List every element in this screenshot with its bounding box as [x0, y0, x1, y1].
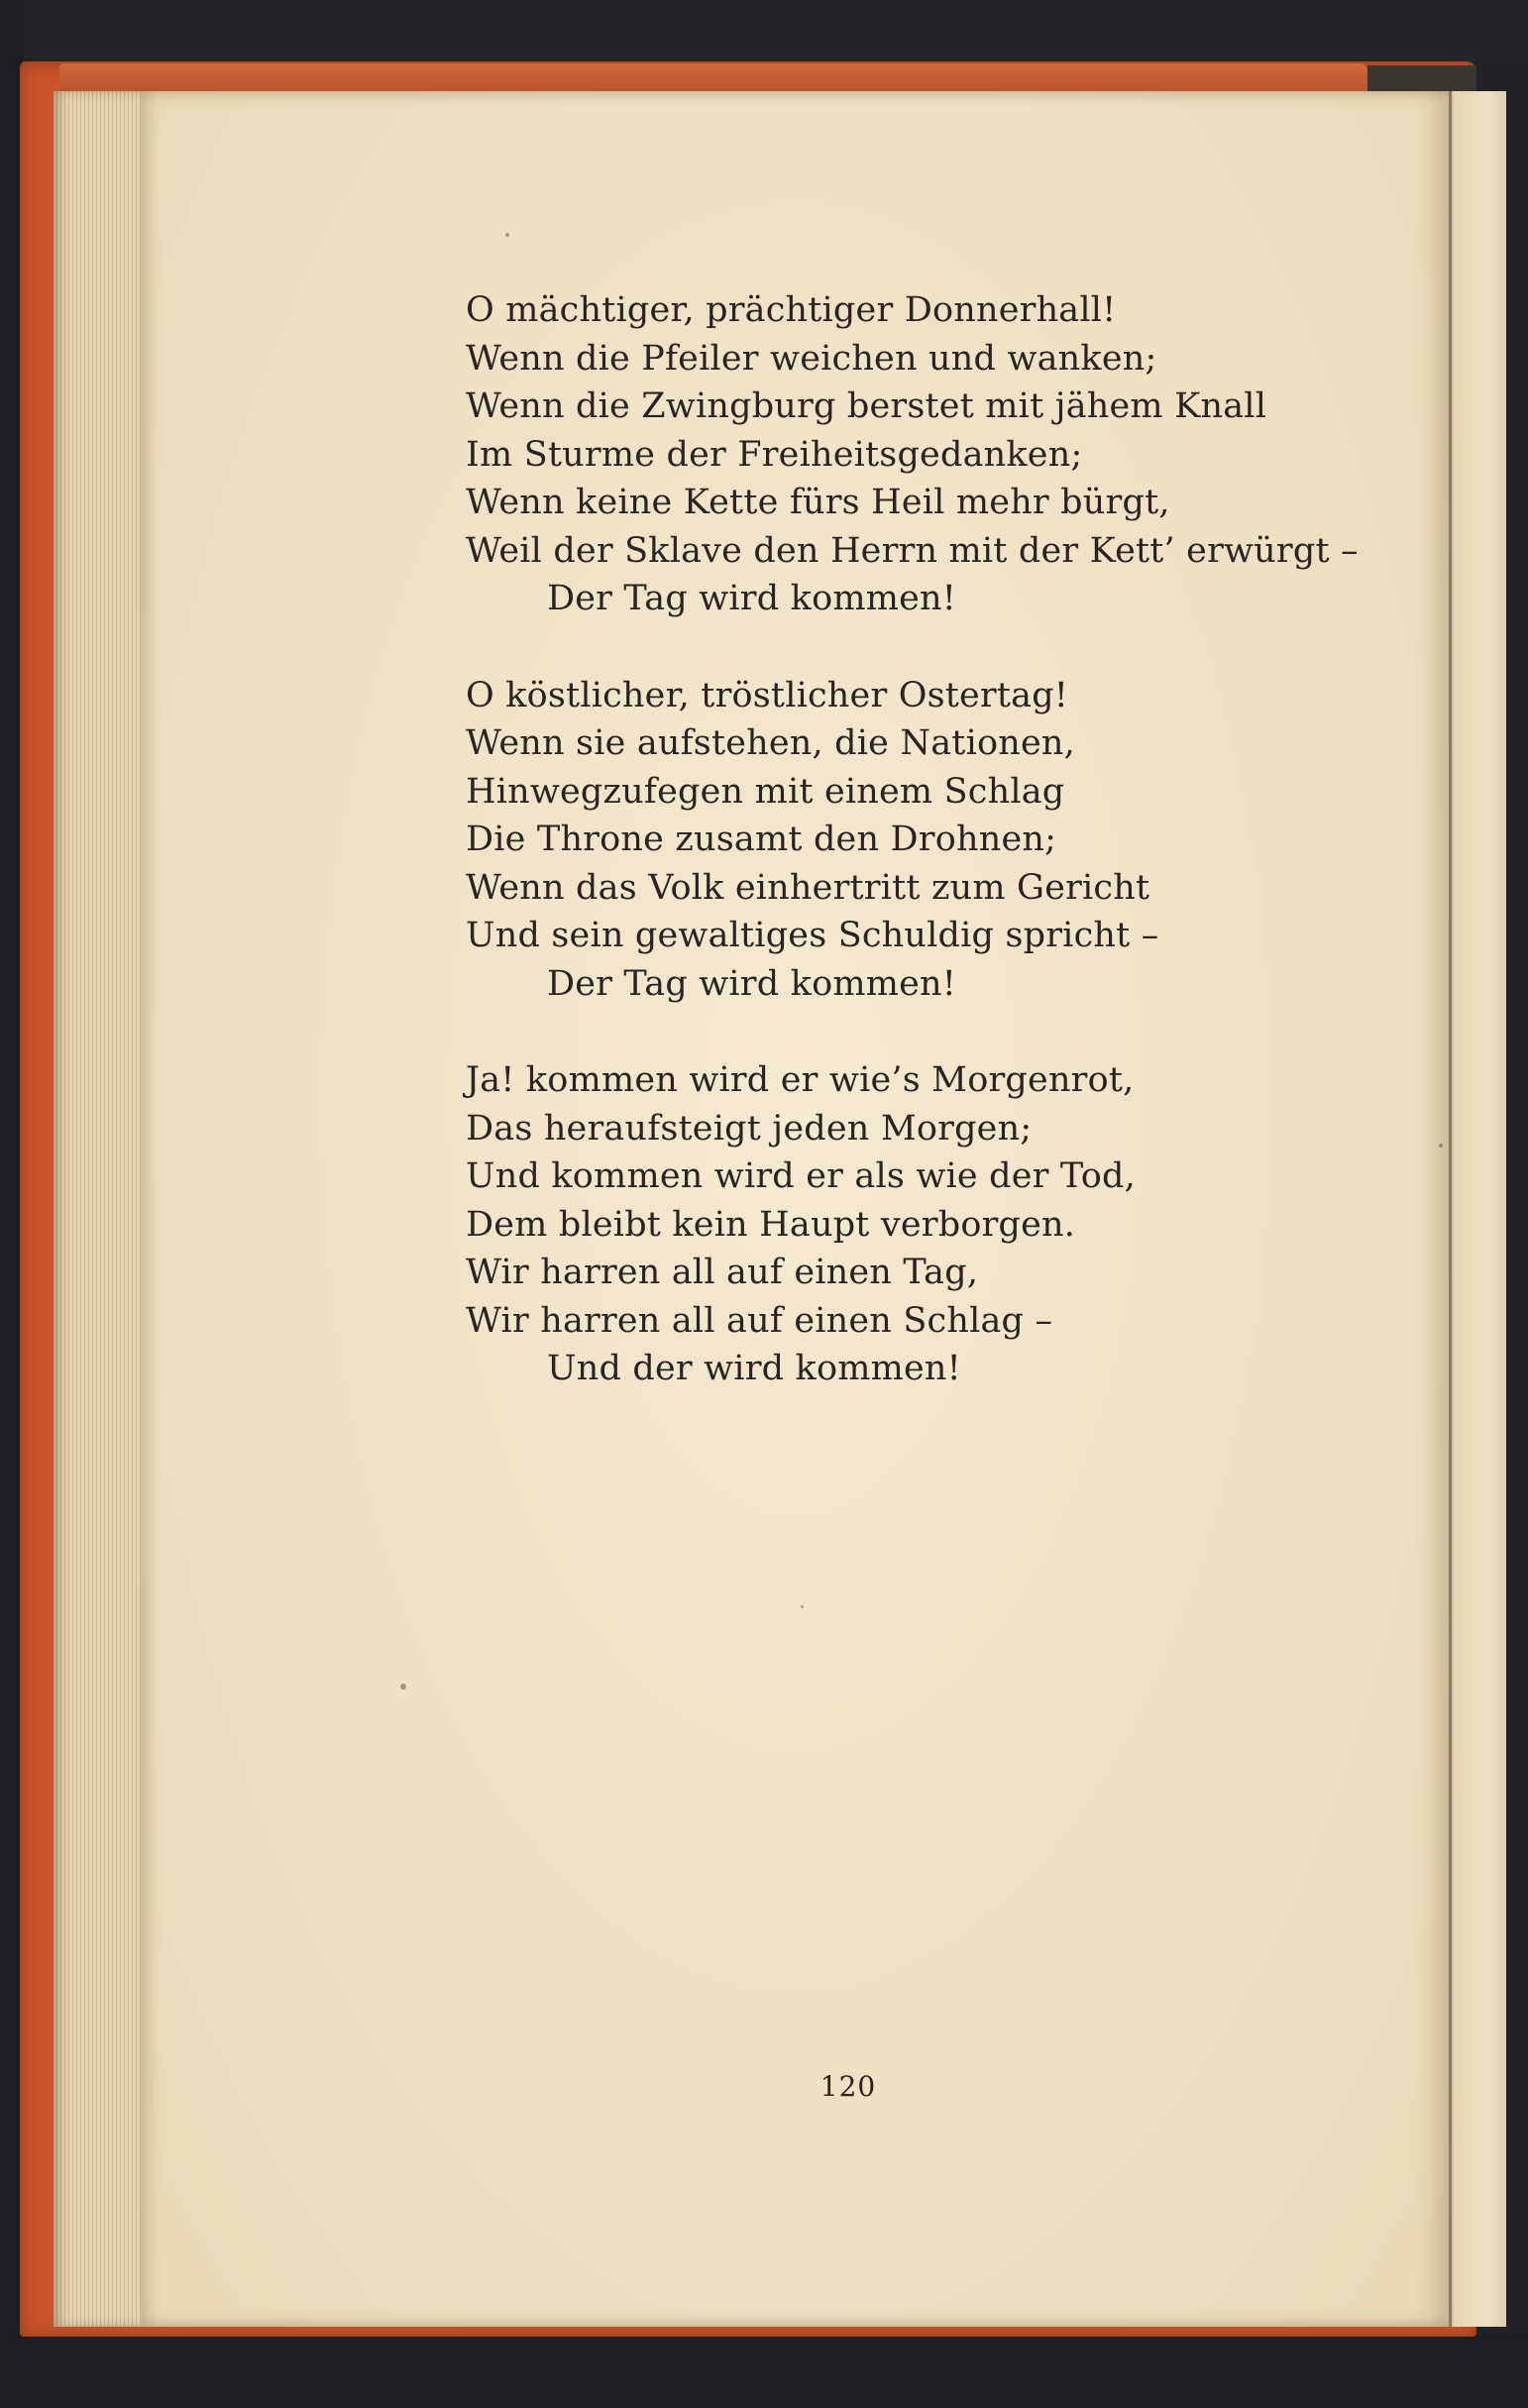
paper-speck [801, 1605, 804, 1608]
adjacent-page-edge [1449, 91, 1506, 2327]
poem-line: Wenn sie aufstehen, die Nationen, [466, 723, 1075, 763]
book-cover-top-edge [59, 63, 1367, 93]
poem-line: O mächtiger, prächtiger Donnerhall! [466, 290, 1117, 330]
paper-speck [1439, 1144, 1443, 1148]
poem-line: Das heraufsteigt jeden Morgen; [466, 1108, 1033, 1149]
poem-refrain: Der Tag wird kommen! [547, 579, 957, 618]
page-block-edges [54, 91, 153, 2327]
page-number: 120 [819, 2070, 877, 2103]
poem-line: Wenn das Volk einhertritt zum Gericht [466, 867, 1150, 908]
paper-speck [400, 1684, 406, 1690]
stanza-1 [466, 286, 1358, 623]
background-top [0, 0, 1528, 61]
poem-line: Und sein gewaltiges Schuldig spricht – [466, 916, 1159, 955]
poem-line: Und kommen wird er als wie der Tod, [466, 1156, 1136, 1196]
poem [466, 286, 1358, 1442]
poem-line: Wir harren all auf einen Tag, [466, 1253, 979, 1292]
paper-speck [505, 233, 509, 237]
poem-line: Weil der Sklave den Herrn mit der Kett’ erwürgt – [466, 530, 1359, 571]
stanza-3 [466, 1056, 1358, 1393]
book-cover-shadow [1367, 65, 1476, 93]
poem-line: O köstlicher, tröstlicher Ostertag! [466, 675, 1069, 715]
poem-refrain: Und der wird kommen! [547, 1349, 961, 1388]
background-bottom [0, 2335, 1528, 2408]
page-gutter [1449, 91, 1452, 2327]
poem-refrain: Der Tag wird kommen! [547, 963, 957, 1004]
poem-line: Dem bleibt kein Haupt verborgen. [466, 1204, 1076, 1245]
stanza-2 [466, 672, 1358, 1009]
poem-line: Wenn die Pfeiler weichen und wanken; [466, 338, 1157, 379]
poem-line: Hinwegzufegen mit einem Schlag [466, 771, 1065, 812]
poem-line: Die Throne zusamt den Drohnen; [466, 820, 1057, 859]
poem-line: Wenn die Zwingburg berstet mit jähem Knall [466, 386, 1267, 426]
poem-line: Wenn keine Kette fürs Heil mehr bürgt, [466, 483, 1170, 522]
poem-line: Wir harren all auf einen Schlag – [466, 1300, 1053, 1341]
poem-line: Im Sturme der Freiheitsgedanken; [466, 434, 1083, 475]
poem-line: Ja! kommen wird er wie’s Morgenrot, [466, 1060, 1135, 1100]
